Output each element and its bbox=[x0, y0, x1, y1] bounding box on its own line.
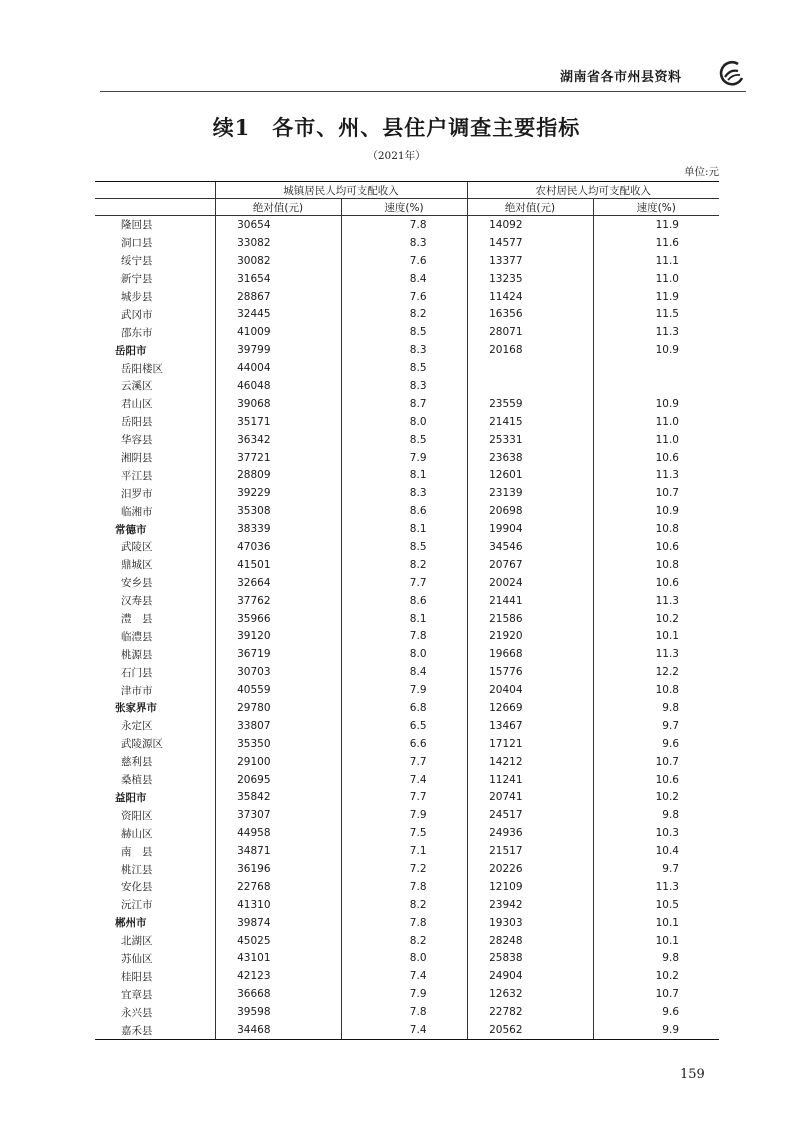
urban-rate-cell: 7.8 bbox=[341, 914, 467, 932]
urban-income-cell: 29780 bbox=[215, 699, 341, 717]
urban-rate-cell: 8.0 bbox=[341, 645, 467, 663]
rural-income-cell: 34546 bbox=[467, 538, 593, 556]
rural-income-cell: 11241 bbox=[467, 771, 593, 789]
rural-rate-cell: 10.5 bbox=[593, 896, 719, 914]
rural-income-cell: 20562 bbox=[467, 1021, 593, 1039]
rural-rate-cell: 10.1 bbox=[593, 914, 719, 932]
rural-income-cell: 24904 bbox=[467, 967, 593, 985]
rural-rate-cell: 10.1 bbox=[593, 932, 719, 950]
urban-income-cell: 37721 bbox=[215, 449, 341, 467]
urban-rate-cell: 7.8 bbox=[341, 1003, 467, 1021]
table-row bbox=[95, 627, 719, 645]
rural-income-cell: 11424 bbox=[467, 288, 593, 306]
table-row bbox=[95, 824, 719, 842]
rural-income-cell: 28248 bbox=[467, 932, 593, 950]
region-name-cell: 武冈市 bbox=[121, 308, 153, 321]
urban-rate-cell: 7.7 bbox=[341, 753, 467, 771]
rural-income-cell: 20226 bbox=[467, 860, 593, 878]
urban-income-cell: 37307 bbox=[215, 806, 341, 824]
rural-income-cell: 13467 bbox=[467, 717, 593, 735]
table-row bbox=[95, 216, 719, 234]
table-row bbox=[95, 395, 719, 413]
urban-rate-cell: 7.7 bbox=[341, 574, 467, 592]
rural-rate-cell: 10.2 bbox=[593, 610, 719, 628]
rural-rate-cell: 11.3 bbox=[593, 466, 719, 484]
table-row bbox=[95, 252, 719, 270]
region-name-cell: 永定区 bbox=[121, 720, 153, 733]
table-row bbox=[95, 520, 719, 538]
table-row bbox=[95, 1003, 719, 1021]
urban-income-cell: 45025 bbox=[215, 932, 341, 950]
urban-income-cell: 29100 bbox=[215, 753, 341, 771]
urban-rate-cell: 8.2 bbox=[341, 305, 467, 323]
urban-income-cell: 37762 bbox=[215, 592, 341, 610]
rural-income-cell: 19303 bbox=[467, 914, 593, 932]
rural-rate-cell: 10.9 bbox=[593, 502, 719, 520]
table-row bbox=[95, 502, 719, 520]
urban-income-cell: 36342 bbox=[215, 431, 341, 449]
urban-income-cell: 35842 bbox=[215, 789, 341, 807]
urban-rate-cell: 8.5 bbox=[341, 359, 467, 377]
table-row bbox=[95, 806, 719, 824]
rural-rate-cell bbox=[593, 359, 719, 377]
urban-income-cell: 28867 bbox=[215, 288, 341, 306]
region-name-cell: 北湖区 bbox=[121, 935, 153, 948]
rural-income-cell: 21920 bbox=[467, 627, 593, 645]
rural-income-cell: 24936 bbox=[467, 824, 593, 842]
region-name-cell: 石门县 bbox=[121, 666, 153, 679]
region-name-cell: 桑植县 bbox=[121, 774, 153, 787]
region-name-cell: 武陵源区 bbox=[121, 738, 163, 751]
table-row bbox=[95, 717, 719, 735]
urban-rate-cell: 8.4 bbox=[341, 270, 467, 288]
rural-income-cell: 14577 bbox=[467, 234, 593, 252]
urban-income-cell: 33082 bbox=[215, 234, 341, 252]
urban-rate-cell: 8.0 bbox=[341, 950, 467, 968]
rural-rate-cell: 11.0 bbox=[593, 431, 719, 449]
urban-income-cell: 20695 bbox=[215, 771, 341, 789]
table-row bbox=[95, 699, 719, 717]
urban-income-cell: 31654 bbox=[215, 270, 341, 288]
urban-rate-cell: 8.1 bbox=[341, 610, 467, 628]
rural-income-cell: 20741 bbox=[467, 789, 593, 807]
table-row bbox=[95, 556, 719, 574]
header-urban-rate: 速度(%) bbox=[341, 199, 467, 216]
table-row bbox=[95, 663, 719, 681]
rural-income-cell bbox=[467, 359, 593, 377]
rural-income-cell: 12109 bbox=[467, 878, 593, 896]
region-name-cell: 绥宁县 bbox=[121, 255, 153, 268]
rural-income-cell: 21415 bbox=[467, 413, 593, 431]
table-row bbox=[95, 878, 719, 896]
region-name-cell: 常德市 bbox=[115, 523, 147, 536]
urban-income-cell: 32445 bbox=[215, 305, 341, 323]
region-name-cell: 益阳市 bbox=[115, 791, 147, 804]
rural-rate-cell: 11.6 bbox=[593, 234, 719, 252]
urban-rate-cell: 7.8 bbox=[341, 878, 467, 896]
table-row bbox=[95, 771, 719, 789]
table-row bbox=[95, 538, 719, 556]
region-name-cell: 武陵区 bbox=[121, 541, 153, 554]
table-row bbox=[95, 950, 719, 968]
rural-income-cell: 23942 bbox=[467, 896, 593, 914]
region-name-cell: 汉寿县 bbox=[121, 595, 153, 608]
urban-rate-cell: 8.6 bbox=[341, 592, 467, 610]
region-name-cell: 苏仙区 bbox=[121, 952, 153, 965]
table-row bbox=[95, 305, 719, 323]
header-rural-abs: 绝对值(元) bbox=[467, 199, 593, 216]
table-row bbox=[95, 288, 719, 306]
urban-income-cell: 38339 bbox=[215, 520, 341, 538]
urban-rate-cell: 8.6 bbox=[341, 502, 467, 520]
region-name-cell: 永兴县 bbox=[121, 1006, 153, 1019]
rural-rate-cell: 10.8 bbox=[593, 556, 719, 574]
urban-rate-cell: 7.1 bbox=[341, 842, 467, 860]
page-number: 159 bbox=[680, 1067, 705, 1082]
rural-rate-cell: 11.0 bbox=[593, 413, 719, 431]
urban-income-cell: 32664 bbox=[215, 574, 341, 592]
urban-income-cell: 36668 bbox=[215, 985, 341, 1003]
urban-income-cell: 39120 bbox=[215, 627, 341, 645]
urban-income-cell: 46048 bbox=[215, 377, 341, 395]
rural-income-cell: 21517 bbox=[467, 842, 593, 860]
urban-rate-cell: 8.3 bbox=[341, 341, 467, 359]
urban-rate-cell: 8.7 bbox=[341, 395, 467, 413]
urban-income-cell: 30082 bbox=[215, 252, 341, 270]
rural-rate-cell: 11.9 bbox=[593, 288, 719, 306]
header-row-groups bbox=[95, 182, 719, 199]
region-name-cell: 张家界市 bbox=[115, 702, 157, 715]
rural-rate-cell: 10.4 bbox=[593, 842, 719, 860]
urban-income-cell: 39598 bbox=[215, 1003, 341, 1021]
rural-income-cell: 13235 bbox=[467, 270, 593, 288]
rural-rate-cell: 9.6 bbox=[593, 735, 719, 753]
region-name-cell: 隆回县 bbox=[121, 219, 153, 232]
urban-income-cell: 41310 bbox=[215, 896, 341, 914]
rural-rate-cell: 11.9 bbox=[593, 216, 719, 234]
urban-income-cell: 35171 bbox=[215, 413, 341, 431]
urban-rate-cell: 8.1 bbox=[341, 466, 467, 484]
rural-income-cell: 20698 bbox=[467, 502, 593, 520]
region-name-cell: 安化县 bbox=[121, 881, 153, 894]
table-row bbox=[95, 431, 719, 449]
region-name-cell: 君山区 bbox=[121, 398, 153, 411]
urban-income-cell: 30654 bbox=[215, 216, 341, 234]
rural-income-cell: 23139 bbox=[467, 484, 593, 502]
table-row bbox=[95, 967, 719, 985]
rural-income-cell: 22782 bbox=[467, 1003, 593, 1021]
rural-rate-cell: 11.3 bbox=[593, 878, 719, 896]
region-name-cell: 慈利县 bbox=[121, 756, 153, 769]
urban-rate-cell: 8.1 bbox=[341, 520, 467, 538]
rural-income-cell: 25331 bbox=[467, 431, 593, 449]
urban-rate-cell: 7.6 bbox=[341, 252, 467, 270]
header-rural-income: 农村居民人均可支配收入 bbox=[467, 182, 719, 199]
urban-income-cell: 22768 bbox=[215, 878, 341, 896]
header-urban-abs: 绝对值(元) bbox=[215, 199, 341, 216]
indicator-table bbox=[95, 181, 719, 1040]
rural-rate-cell: 10.8 bbox=[593, 681, 719, 699]
table-row bbox=[95, 323, 719, 341]
rural-income-cell: 19668 bbox=[467, 645, 593, 663]
urban-income-cell: 35966 bbox=[215, 610, 341, 628]
rural-income-cell: 23638 bbox=[467, 449, 593, 467]
table-row bbox=[95, 896, 719, 914]
region-name-cell: 郴州市 bbox=[115, 917, 147, 930]
table-row bbox=[95, 592, 719, 610]
rural-income-cell: 20168 bbox=[467, 341, 593, 359]
urban-income-cell: 34871 bbox=[215, 842, 341, 860]
urban-income-cell: 39799 bbox=[215, 341, 341, 359]
rural-income-cell bbox=[467, 377, 593, 395]
rural-income-cell: 17121 bbox=[467, 735, 593, 753]
urban-rate-cell: 7.4 bbox=[341, 771, 467, 789]
table-row bbox=[95, 932, 719, 950]
header-corner-sub bbox=[95, 199, 215, 216]
urban-income-cell: 35350 bbox=[215, 735, 341, 753]
table-row bbox=[95, 377, 719, 395]
rural-income-cell: 16356 bbox=[467, 305, 593, 323]
table-row bbox=[95, 681, 719, 699]
rural-income-cell: 19904 bbox=[467, 520, 593, 538]
region-name-cell: 临澧县 bbox=[121, 630, 153, 643]
rural-rate-cell: 11.3 bbox=[593, 592, 719, 610]
rural-rate-cell: 12.2 bbox=[593, 663, 719, 681]
header-corner bbox=[95, 182, 215, 199]
rural-income-cell: 23559 bbox=[467, 395, 593, 413]
table-row bbox=[95, 413, 719, 431]
rural-income-cell: 21441 bbox=[467, 592, 593, 610]
table-row bbox=[95, 842, 719, 860]
rural-income-cell: 12669 bbox=[467, 699, 593, 717]
region-name-cell: 城步县 bbox=[121, 291, 153, 303]
header-urban-income: 城镇居民人均可支配收入 bbox=[215, 182, 467, 199]
header-row-sub bbox=[95, 199, 719, 216]
table-row bbox=[95, 1021, 719, 1039]
urban-rate-cell: 7.9 bbox=[341, 681, 467, 699]
urban-rate-cell: 8.4 bbox=[341, 663, 467, 681]
urban-rate-cell: 8.3 bbox=[341, 377, 467, 395]
rural-income-cell: 28071 bbox=[467, 323, 593, 341]
rural-rate-cell: 9.6 bbox=[593, 1003, 719, 1021]
table-row bbox=[95, 449, 719, 467]
urban-income-cell: 47036 bbox=[215, 538, 341, 556]
region-name-cell: 宜章县 bbox=[121, 988, 153, 1001]
table-row bbox=[95, 234, 719, 252]
rural-income-cell: 24517 bbox=[467, 806, 593, 824]
table-row bbox=[95, 574, 719, 592]
rural-income-cell: 15776 bbox=[467, 663, 593, 681]
table-row bbox=[95, 610, 719, 628]
region-name-cell: 资阳区 bbox=[121, 809, 153, 822]
rural-rate-cell: 9.7 bbox=[593, 860, 719, 878]
table-row bbox=[95, 645, 719, 663]
region-name-cell: 赫山区 bbox=[121, 827, 153, 840]
rural-rate-cell: 10.7 bbox=[593, 985, 719, 1003]
region-name-cell: 湘阴县 bbox=[121, 452, 153, 465]
region-name-cell: 新宁县 bbox=[121, 273, 153, 286]
rural-income-cell: 13377 bbox=[467, 252, 593, 270]
rural-rate-cell: 9.7 bbox=[593, 717, 719, 735]
rural-income-cell: 20767 bbox=[467, 556, 593, 574]
rural-income-cell: 14212 bbox=[467, 753, 593, 771]
region-name-cell: 临湘市 bbox=[121, 505, 153, 518]
urban-income-cell: 44004 bbox=[215, 359, 341, 377]
urban-income-cell: 41009 bbox=[215, 323, 341, 341]
rural-rate-cell: 11.3 bbox=[593, 323, 719, 341]
rural-income-cell: 12632 bbox=[467, 985, 593, 1003]
region-name-cell: 南 县 bbox=[121, 845, 153, 858]
table-row bbox=[95, 914, 719, 932]
running-header: 湖南省各市州县资料 bbox=[560, 70, 682, 85]
rural-rate-cell: 9.8 bbox=[593, 699, 719, 717]
rural-rate-cell: 10.2 bbox=[593, 967, 719, 985]
region-name-cell: 澧 县 bbox=[121, 613, 153, 626]
table-row bbox=[95, 860, 719, 878]
urban-rate-cell: 8.2 bbox=[341, 556, 467, 574]
urban-rate-cell: 7.8 bbox=[341, 627, 467, 645]
urban-rate-cell: 7.9 bbox=[341, 449, 467, 467]
urban-income-cell: 28809 bbox=[215, 466, 341, 484]
region-name-cell: 云溪区 bbox=[121, 380, 153, 393]
rural-income-cell: 20024 bbox=[467, 574, 593, 592]
rural-rate-cell: 10.9 bbox=[593, 395, 719, 413]
table-row bbox=[95, 341, 719, 359]
region-name-cell: 岳阳市 bbox=[115, 344, 147, 357]
urban-rate-cell: 7.4 bbox=[341, 1021, 467, 1039]
table-row bbox=[95, 735, 719, 753]
region-name-cell: 岳阳县 bbox=[121, 416, 153, 429]
urban-rate-cell: 7.7 bbox=[341, 789, 467, 807]
region-name-cell: 桂阳县 bbox=[121, 970, 153, 983]
rural-rate-cell: 11.1 bbox=[593, 252, 719, 270]
urban-rate-cell: 7.2 bbox=[341, 860, 467, 878]
rural-income-cell: 21586 bbox=[467, 610, 593, 628]
rural-rate-cell: 10.6 bbox=[593, 538, 719, 556]
rural-income-cell: 25838 bbox=[467, 950, 593, 968]
urban-rate-cell: 6.6 bbox=[341, 735, 467, 753]
urban-income-cell: 39068 bbox=[215, 395, 341, 413]
urban-rate-cell: 8.3 bbox=[341, 234, 467, 252]
region-name-cell: 洞口县 bbox=[121, 237, 153, 250]
urban-income-cell: 42123 bbox=[215, 967, 341, 985]
header-rule bbox=[100, 91, 746, 92]
urban-rate-cell: 7.9 bbox=[341, 806, 467, 824]
region-name-cell: 汨罗市 bbox=[121, 487, 153, 500]
region-name-cell: 桃源县 bbox=[121, 648, 153, 661]
region-name-cell: 鼎城区 bbox=[121, 559, 153, 572]
urban-income-cell: 33807 bbox=[215, 717, 341, 735]
table-row bbox=[95, 484, 719, 502]
urban-rate-cell: 8.0 bbox=[341, 413, 467, 431]
urban-income-cell: 35308 bbox=[215, 502, 341, 520]
rural-rate-cell: 10.9 bbox=[593, 341, 719, 359]
unit-label: 单位:元 bbox=[683, 166, 719, 178]
urban-rate-cell: 7.6 bbox=[341, 288, 467, 306]
urban-income-cell: 39229 bbox=[215, 484, 341, 502]
urban-rate-cell: 8.3 bbox=[341, 484, 467, 502]
rural-rate-cell: 10.8 bbox=[593, 520, 719, 538]
rural-income-cell: 20404 bbox=[467, 681, 593, 699]
urban-rate-cell: 8.5 bbox=[341, 323, 467, 341]
rural-rate-cell: 10.6 bbox=[593, 449, 719, 467]
rural-rate-cell: 10.1 bbox=[593, 627, 719, 645]
urban-income-cell: 43101 bbox=[215, 950, 341, 968]
rural-rate-cell: 9.9 bbox=[593, 1021, 719, 1039]
urban-income-cell: 36719 bbox=[215, 645, 341, 663]
header-rural-rate: 速度(%) bbox=[593, 199, 719, 216]
rural-income-cell: 12601 bbox=[467, 466, 593, 484]
region-name-cell: 邵东市 bbox=[121, 326, 153, 339]
region-name-cell: 平江县 bbox=[121, 469, 153, 482]
urban-income-cell: 39874 bbox=[215, 914, 341, 932]
urban-rate-cell: 7.5 bbox=[341, 824, 467, 842]
table-row bbox=[95, 466, 719, 484]
table-year: （2021年） bbox=[367, 150, 426, 162]
urban-rate-cell: 8.5 bbox=[341, 538, 467, 556]
urban-rate-cell: 8.2 bbox=[341, 932, 467, 950]
urban-income-cell: 44958 bbox=[215, 824, 341, 842]
rural-rate-cell: 10.6 bbox=[593, 574, 719, 592]
urban-rate-cell: 8.2 bbox=[341, 896, 467, 914]
region-name-cell: 沅江市 bbox=[121, 899, 153, 912]
region-name-cell: 安乡县 bbox=[121, 577, 153, 590]
emblem-logo-icon bbox=[716, 60, 746, 88]
rural-rate-cell: 11.3 bbox=[593, 645, 719, 663]
region-name-cell: 华容县 bbox=[121, 434, 153, 447]
urban-income-cell: 41501 bbox=[215, 556, 341, 574]
table-row bbox=[95, 753, 719, 771]
region-name-cell: 津市市 bbox=[121, 684, 153, 697]
table-row bbox=[95, 359, 719, 377]
rural-rate-cell: 10.7 bbox=[593, 484, 719, 502]
urban-income-cell: 36196 bbox=[215, 860, 341, 878]
rural-rate-cell: 10.7 bbox=[593, 753, 719, 771]
urban-rate-cell: 7.9 bbox=[341, 985, 467, 1003]
table-title: 续1 各市、州、县住户调查主要指标 bbox=[212, 115, 581, 140]
urban-rate-cell: 8.5 bbox=[341, 431, 467, 449]
rural-rate-cell: 9.8 bbox=[593, 950, 719, 968]
urban-income-cell: 30703 bbox=[215, 663, 341, 681]
rural-rate-cell: 11.0 bbox=[593, 270, 719, 288]
urban-rate-cell: 6.5 bbox=[341, 717, 467, 735]
urban-rate-cell: 7.8 bbox=[341, 216, 467, 234]
urban-rate-cell: 7.4 bbox=[341, 967, 467, 985]
table-body bbox=[95, 216, 719, 1040]
rural-rate-cell: 11.5 bbox=[593, 305, 719, 323]
table-row bbox=[95, 270, 719, 288]
urban-income-cell: 40559 bbox=[215, 681, 341, 699]
rural-rate-cell: 10.3 bbox=[593, 824, 719, 842]
rural-rate-cell bbox=[593, 377, 719, 395]
rural-rate-cell: 10.6 bbox=[593, 771, 719, 789]
urban-rate-cell: 6.8 bbox=[341, 699, 467, 717]
table-row bbox=[95, 985, 719, 1003]
urban-income-cell: 34468 bbox=[215, 1021, 341, 1039]
rural-income-cell: 14092 bbox=[467, 216, 593, 234]
region-name-cell: 嘉禾县 bbox=[95, 1021, 215, 1039]
region-name-cell: 岳阳楼区 bbox=[121, 362, 163, 375]
rural-rate-cell: 10.2 bbox=[593, 789, 719, 807]
table-row bbox=[95, 789, 719, 807]
rural-rate-cell: 9.8 bbox=[593, 806, 719, 824]
region-name-cell: 桃江县 bbox=[121, 863, 153, 876]
